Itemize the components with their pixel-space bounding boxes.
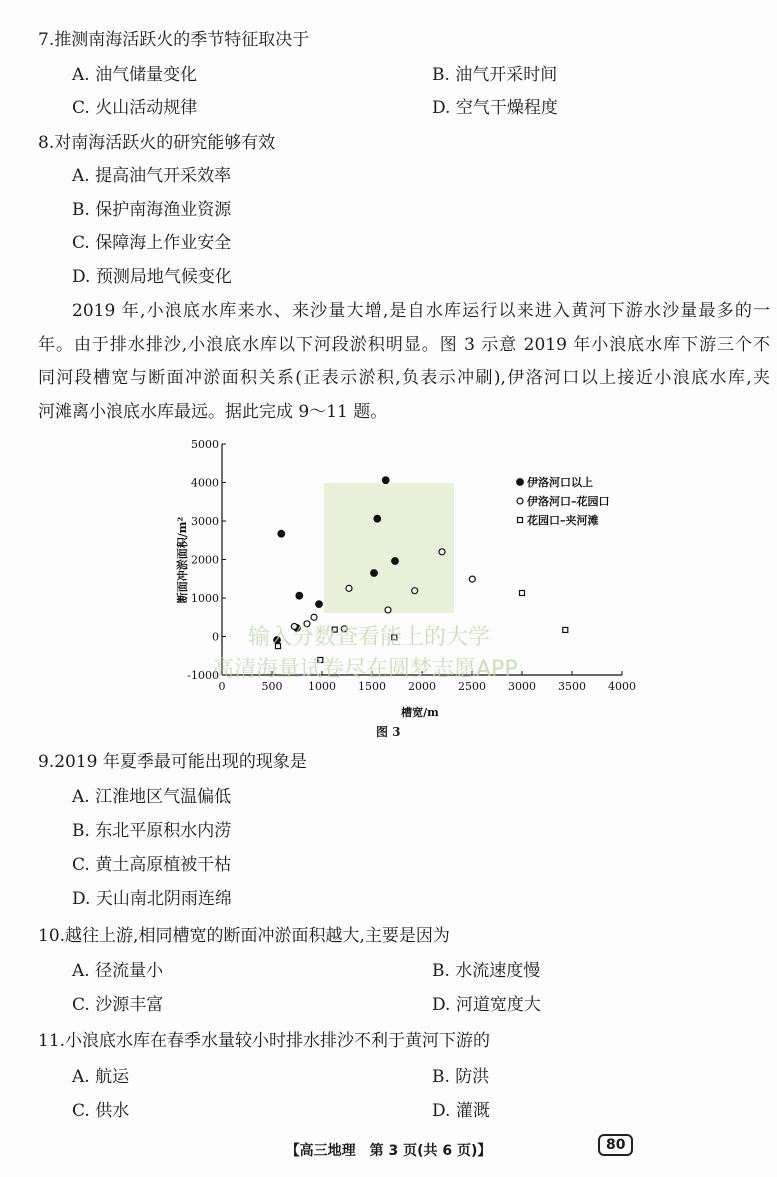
- q10-option-c: C. 沙源丰富: [72, 995, 164, 1015]
- legend-label: 伊洛河口–花园口: [527, 495, 610, 508]
- figure-caption: 图 3: [376, 725, 401, 739]
- x-tick-label: 500: [261, 680, 283, 693]
- passage-line-4: 河滩离小浪底水库最远。据此完成 9～11 题。: [38, 402, 388, 422]
- x-tick-label: 3000: [508, 680, 536, 693]
- q10-stem: 10.越往上游,相同槽宽的断面冲淤面积越大,主要是因为: [38, 926, 450, 946]
- q8-option-b: B. 保护南海渔业资源: [72, 200, 232, 220]
- y-tick-label: 4000: [191, 476, 219, 490]
- data-point-open-circle: [469, 576, 475, 582]
- y-tick-label: 0: [212, 630, 219, 644]
- page-stamp: 80: [598, 1134, 633, 1156]
- q9-option-b: B. 东北平原积水内涝: [72, 821, 232, 841]
- data-point-filled-circle: [316, 601, 323, 608]
- x-tick-label: 1500: [358, 680, 386, 693]
- passage-line-3: 同河段槽宽与断面冲淤面积关系(正表示淤积,负表示冲刷),伊洛河口以上接近小浪底水库,夹: [38, 368, 770, 388]
- q7-option-a: A. 油气储量变化: [72, 65, 198, 85]
- y-tick-label: -1000: [187, 669, 219, 682]
- q10-option-d: D. 河道宽度大: [432, 995, 541, 1015]
- watermark-line-1: 输入分数查看能上的大学: [248, 625, 491, 650]
- q11-option-b: B. 防洪: [432, 1067, 490, 1087]
- data-point-open-circle: [412, 588, 418, 594]
- q7-stem: 7.推测南海活跃火的季节特征取决于: [38, 30, 310, 50]
- passage-line-1: 2019 年,小浪底水库来水、来沙量大增,是自水库运行以来进入黄河下游水沙量最多的一: [72, 301, 770, 321]
- data-point-filled-circle: [392, 558, 399, 565]
- data-point-filled-circle: [296, 592, 303, 599]
- legend-marker: [517, 479, 524, 486]
- q9-stem: 9.2019 年夏季最可能出现的现象是: [38, 752, 307, 772]
- passage-line-2: 年。由于排水排沙,小浪底水库以下河段淤积明显。图 3 示意 2019 年小浪底水库下游三个不: [38, 335, 770, 355]
- scatter-chart: [170, 430, 650, 730]
- q7-option-d: D. 空气干燥程度: [432, 98, 558, 118]
- y-tick-label: 1000: [191, 592, 219, 605]
- legend-marker: [517, 498, 523, 504]
- data-point-filled-circle: [374, 515, 381, 522]
- data-point-open-circle: [346, 585, 352, 591]
- data-point-open-square: [520, 590, 525, 595]
- legend-label: 花园口–夹河滩: [527, 514, 599, 527]
- y-tick-label: 3000: [191, 515, 219, 528]
- q8-option-a: A. 提高油气开采效率: [72, 166, 232, 186]
- page-footer: 【高三地理 第 3 页(共 6 页)】: [285, 1143, 492, 1159]
- y-tick-label: 2000: [191, 553, 219, 567]
- x-tick-label: 2000: [408, 680, 436, 693]
- x-tick-label: 4000: [608, 680, 636, 693]
- data-point-filled-circle: [371, 570, 378, 577]
- q11-option-c: C. 供水: [72, 1101, 130, 1121]
- data-point-filled-circle: [382, 477, 389, 484]
- legend-label: 伊洛河口以上: [527, 476, 593, 489]
- y-axis-label: 断面冲淤面积/m²: [176, 516, 189, 604]
- data-point-open-square: [563, 627, 568, 632]
- q9-option-c: C. 黄土高原植被干枯: [72, 855, 232, 875]
- data-point-open-circle: [439, 549, 445, 555]
- q11-stem: 11.小浪底水库在春季水量较小时排水排沙不利于黄河下游的: [38, 1031, 491, 1051]
- q10-option-b: B. 水流速度慢: [432, 961, 541, 981]
- q9-option-a: A. 江淮地区气温偏低: [72, 787, 232, 807]
- q11-option-d: D. 灌溉: [432, 1101, 490, 1121]
- x-tick-label: 2500: [458, 680, 486, 693]
- q10-option-a: A. 径流量小: [72, 961, 164, 981]
- data-point-filled-circle: [278, 530, 285, 537]
- data-point-open-circle: [385, 607, 391, 613]
- x-tick-label: 0: [218, 680, 226, 693]
- x-axis-label: 槽宽/m: [401, 706, 439, 719]
- q7-option-b: B. 油气开采时间: [432, 65, 558, 85]
- q8-option-d: D. 预测局地气候变化: [72, 267, 232, 287]
- q11-option-a: A. 航运: [72, 1067, 130, 1087]
- q8-stem: 8.对南海活跃火的研究能够有效: [38, 133, 276, 153]
- watermark-line-2: 高清海量试卷尽在圆梦志愿APP: [212, 657, 518, 682]
- legend-marker: [518, 518, 523, 523]
- y-tick-label: 5000: [191, 438, 219, 451]
- q9-option-d: D. 天山南北阴雨连绵: [72, 889, 232, 909]
- x-tick-label: 3500: [558, 680, 586, 693]
- q7-option-c: C. 火山活动规律: [72, 98, 198, 118]
- x-tick-label: 1000: [308, 680, 336, 693]
- q8-option-c: C. 保障海上作业安全: [72, 233, 232, 253]
